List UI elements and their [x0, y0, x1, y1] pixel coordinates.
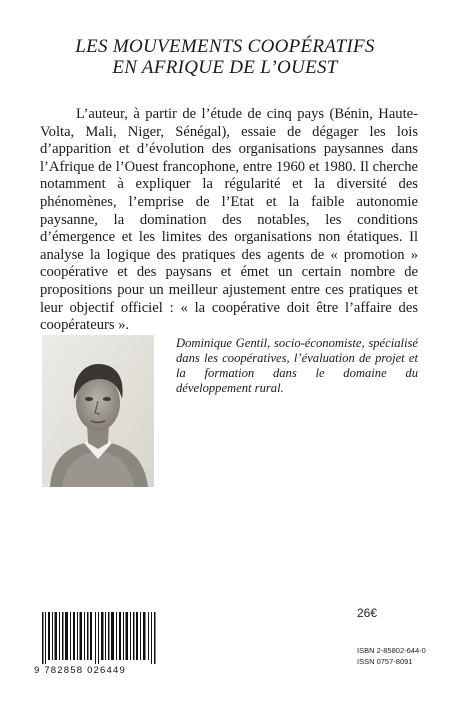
isbn-label: ISBN 2-85802-644-0 [357, 646, 426, 655]
author-photo [42, 335, 154, 487]
title-line-2: EN AFRIQUE DE L’OUEST [112, 57, 338, 78]
author-bio: Dominique Gentil, socio-économiste, spécialisé dans les coopératives, l’évaluation de projet et la formation dans le domaine du développement rural. [176, 336, 418, 395]
author-portrait-image [42, 335, 154, 487]
blurb-paragraph: L’auteur, à partir de l’étude de cinq pays (Bénin, Haute-Volta, Mali, Niger, Sénégal), essaie de dégager les lois d’apparition et d’évolution des organisations paysannes dans l’Afrique de l’Ouest francophone, entre 1960 et 1980. Il cherche notamment à expliquer la régularité et la diversité des phénomènes, l’emprise de l’Etat et la faible autonomie paysanne, la domination des notables, les conditions d’émergence et les limites des organisations non étatiques. Il analyse la logique des pratiques des agents de « promotion » coopérative et des paysans et émet un certain nombre de propositions pour un meilleur ajustement entre ces pratiques et leur objectif officiel : « la coopérative doit être l’affaire des coopérateurs ». [40, 106, 418, 334]
issn-label: ISSN 0757-8091 [357, 657, 413, 666]
book-title [0, 36, 450, 78]
barcode-number: 9 782858 026449 [34, 665, 126, 676]
isbn-block [357, 645, 426, 667]
price-label: 26€ [357, 606, 378, 620]
title-line-1: LES MOUVEMENTS COOPÉRATIFS [75, 36, 375, 57]
barcode-icon [40, 612, 160, 664]
